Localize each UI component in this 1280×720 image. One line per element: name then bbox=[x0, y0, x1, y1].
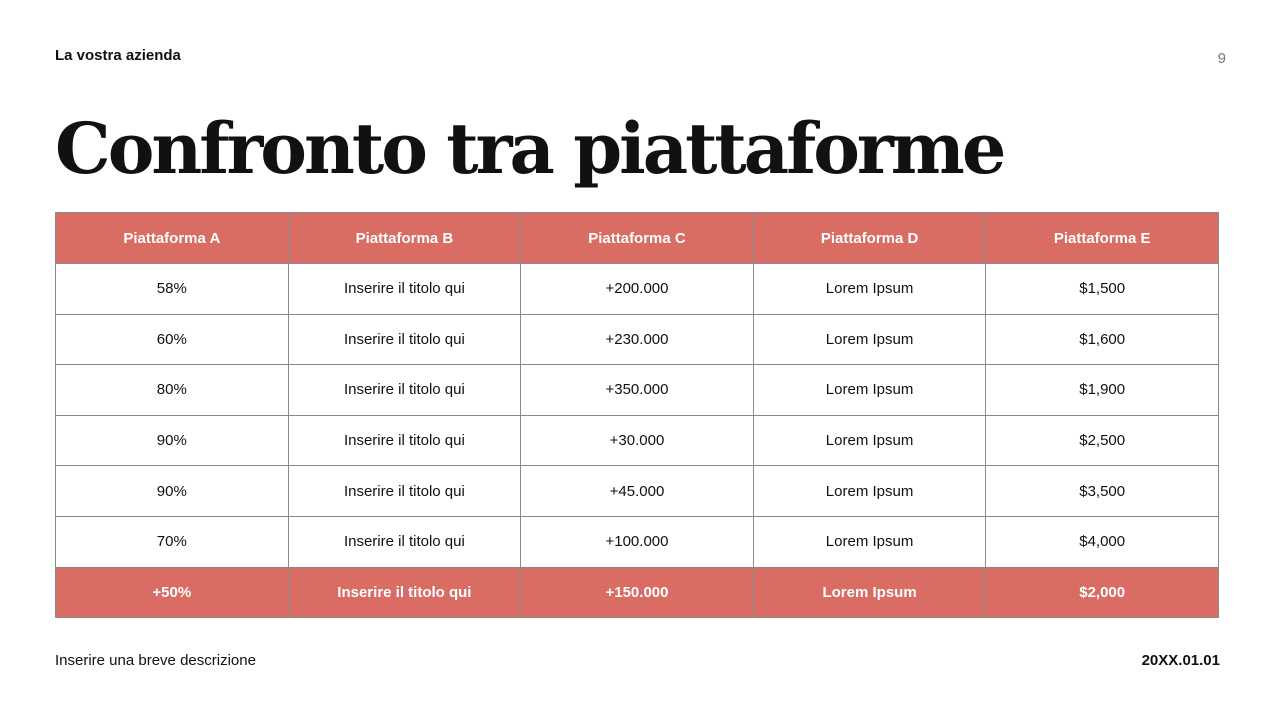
table-cell: Lorem Ipsum bbox=[753, 415, 986, 466]
table-cell: Inserire il titolo qui bbox=[288, 264, 521, 315]
table-row bbox=[56, 466, 1219, 517]
table-cell: 90% bbox=[56, 415, 289, 466]
table-row bbox=[56, 264, 1219, 315]
table-cell: $3,500 bbox=[986, 466, 1219, 517]
total-cell: Inserire il titolo qui bbox=[288, 567, 521, 618]
table-cell: $4,000 bbox=[986, 516, 1219, 567]
table-cell: Inserire il titolo qui bbox=[288, 415, 521, 466]
table-cell: +45.000 bbox=[521, 466, 754, 517]
footer-description: Inserire una breve descrizione bbox=[55, 652, 256, 669]
table-cell: Lorem Ipsum bbox=[753, 264, 986, 315]
total-cell: $2,000 bbox=[986, 567, 1219, 618]
table-cell: 90% bbox=[56, 466, 289, 517]
total-cell: Lorem Ipsum bbox=[753, 567, 986, 618]
table-cell: +200.000 bbox=[521, 264, 754, 315]
table-cell: +350.000 bbox=[521, 365, 754, 416]
column-header: Piattaforma D bbox=[753, 213, 986, 264]
company-name: La vostra azienda bbox=[55, 47, 181, 64]
table-cell: +100.000 bbox=[521, 516, 754, 567]
footer-date: 20XX.01.01 bbox=[1141, 652, 1220, 669]
table-cell: $1,900 bbox=[986, 365, 1219, 416]
total-cell: +150.000 bbox=[521, 567, 754, 618]
table-cell: Lorem Ipsum bbox=[753, 466, 986, 517]
table-cell: +230.000 bbox=[521, 314, 754, 365]
table-cell: Lorem Ipsum bbox=[753, 516, 986, 567]
table-cell: $2,500 bbox=[986, 415, 1219, 466]
table-cell: Lorem Ipsum bbox=[753, 365, 986, 416]
page-number: 9 bbox=[1217, 50, 1226, 67]
table-cell: Inserire il titolo qui bbox=[288, 466, 521, 517]
table-row bbox=[56, 365, 1219, 416]
comparison-table bbox=[55, 212, 1219, 618]
table-cell: Inserire il titolo qui bbox=[288, 516, 521, 567]
column-header: Piattaforma C bbox=[521, 213, 754, 264]
table-cell: Inserire il titolo qui bbox=[288, 314, 521, 365]
table-cell: 70% bbox=[56, 516, 289, 567]
table-row bbox=[56, 516, 1219, 567]
slide-title: Confronto tra piattaforme bbox=[55, 107, 1004, 190]
table-cell: 80% bbox=[56, 365, 289, 416]
table-cell: +30.000 bbox=[521, 415, 754, 466]
column-header: Piattaforma B bbox=[288, 213, 521, 264]
column-header: Piattaforma A bbox=[56, 213, 289, 264]
table-header-row bbox=[56, 213, 1219, 264]
table-cell: 58% bbox=[56, 264, 289, 315]
table-cell: $1,600 bbox=[986, 314, 1219, 365]
table-cell: 60% bbox=[56, 314, 289, 365]
table-cell: Lorem Ipsum bbox=[753, 314, 986, 365]
table-row bbox=[56, 314, 1219, 365]
column-header: Piattaforma E bbox=[986, 213, 1219, 264]
table-row bbox=[56, 415, 1219, 466]
table-cell: $1,500 bbox=[986, 264, 1219, 315]
total-row bbox=[56, 567, 1219, 618]
table-cell: Inserire il titolo qui bbox=[288, 365, 521, 416]
total-cell: +50% bbox=[56, 567, 289, 618]
